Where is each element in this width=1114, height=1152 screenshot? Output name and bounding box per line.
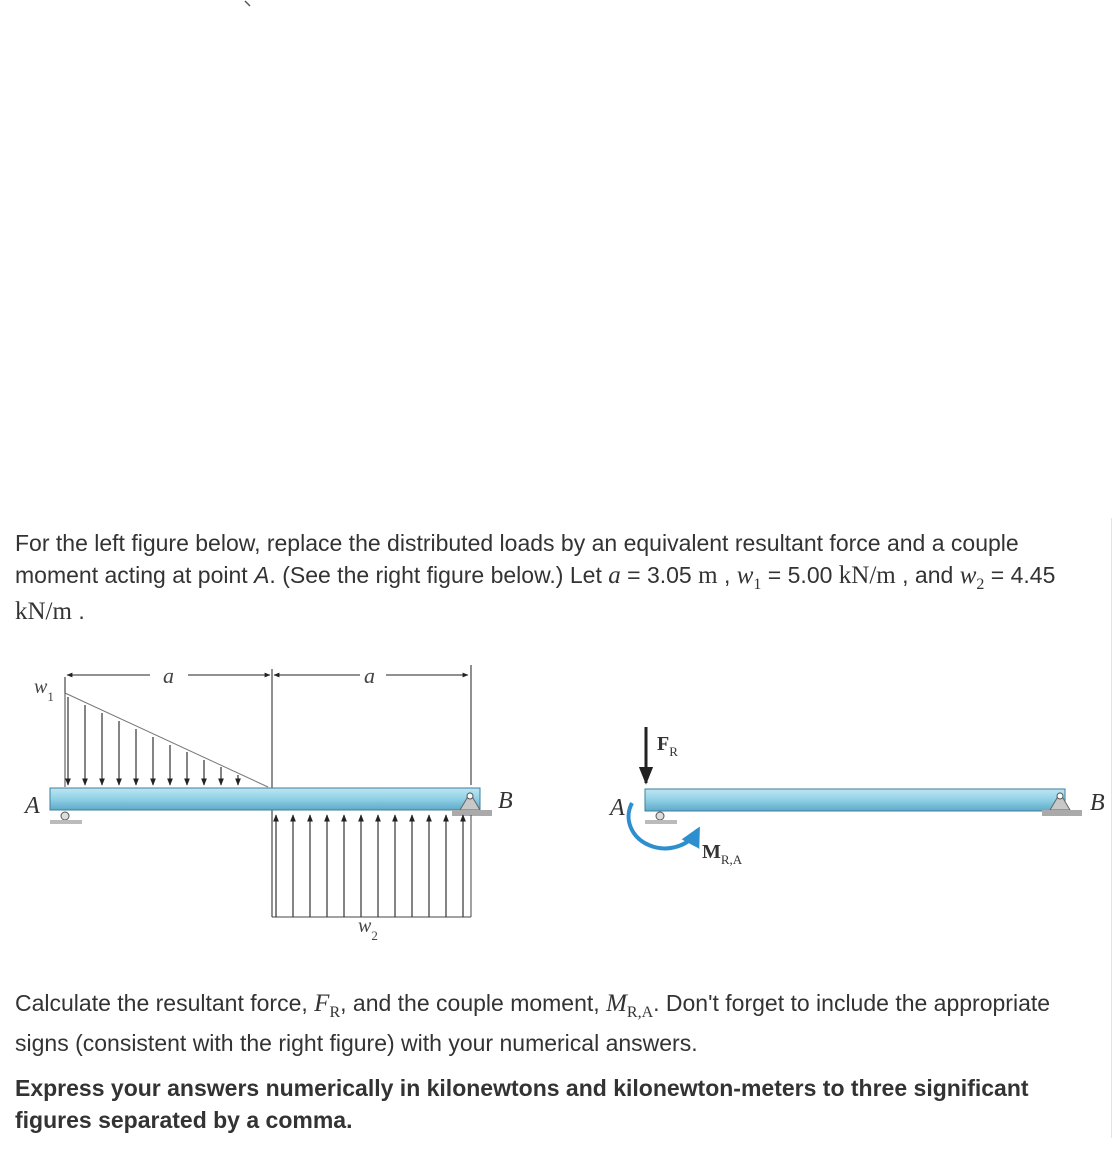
left-beam: [50, 788, 480, 810]
w1-value: 5.00: [787, 562, 833, 588]
w1-label: $w_1$: [34, 676, 54, 704]
problem-statement: For the left figure below, replace the distributed loads by an equivalent resultant force and a couple moment acting at point A. (See the right figure below.) Let a = 3.05 m , $w_1 = 5.00$ kN/m , and $w_2 = 4.45$ kN/m .: [15, 530, 1056, 625]
mra-label: $M_{R,A}$: [702, 841, 743, 867]
right-figure: [608, 727, 1105, 867]
w2-label: $w_2$: [358, 915, 378, 943]
w2-value: 4.45: [1010, 562, 1056, 588]
fr-symbol: $F_R$: [314, 990, 341, 1021]
point-a-ref: A: [254, 562, 270, 588]
problem-see-right: . (See the right figure below.) Let: [269, 562, 609, 588]
question-text: Calculate the resultant force, $F_R$, and the couple moment, $M_{R,A}$. Don't forget to include the appropriate signs (consistent with the right figure) with your numerical answers.: [15, 990, 1051, 1056]
point-b-label-left: B: [498, 788, 513, 814]
dim-a-label-2: a: [364, 663, 375, 688]
fr-label: $F_R$: [657, 733, 678, 759]
point-b-label-right: B: [1090, 790, 1105, 816]
point-a-label-right: A: [610, 795, 625, 821]
right-beam: [645, 789, 1065, 811]
mra-symbol: $M_{R,A}$: [606, 990, 654, 1021]
left-figure: [23, 663, 513, 943]
stray-mark: [244, 0, 252, 8]
problem-intro: For the left figure below, replace the distributed loads by an equivalent resultant force and a couple moment acting at point: [15, 530, 1019, 588]
dim-a-label-1: a: [163, 663, 174, 688]
w2-symbol: $w_2$: [959, 562, 985, 593]
triangular-load: [65, 693, 268, 787]
roller-support-a-right: [645, 812, 677, 824]
w1-unit: kN/m: [838, 562, 896, 589]
a-symbol: a: [608, 562, 621, 589]
uniform-load-w2: [272, 815, 471, 917]
a-unit: m: [698, 562, 718, 589]
roller-support-a: [50, 812, 82, 824]
w2-unit: kN/m: [15, 598, 72, 625]
beam-figure: [20, 655, 1114, 950]
w1-symbol: $w_1$: [736, 562, 762, 593]
answer-instruction: Express your answers numerically in kilonewtons and kilonewton-meters to three significant figures separated by a comma.: [15, 1075, 1029, 1133]
dimension-a-left: [65, 663, 270, 695]
a-value: 3.05: [646, 562, 692, 588]
point-a-label-left: A: [25, 793, 40, 819]
